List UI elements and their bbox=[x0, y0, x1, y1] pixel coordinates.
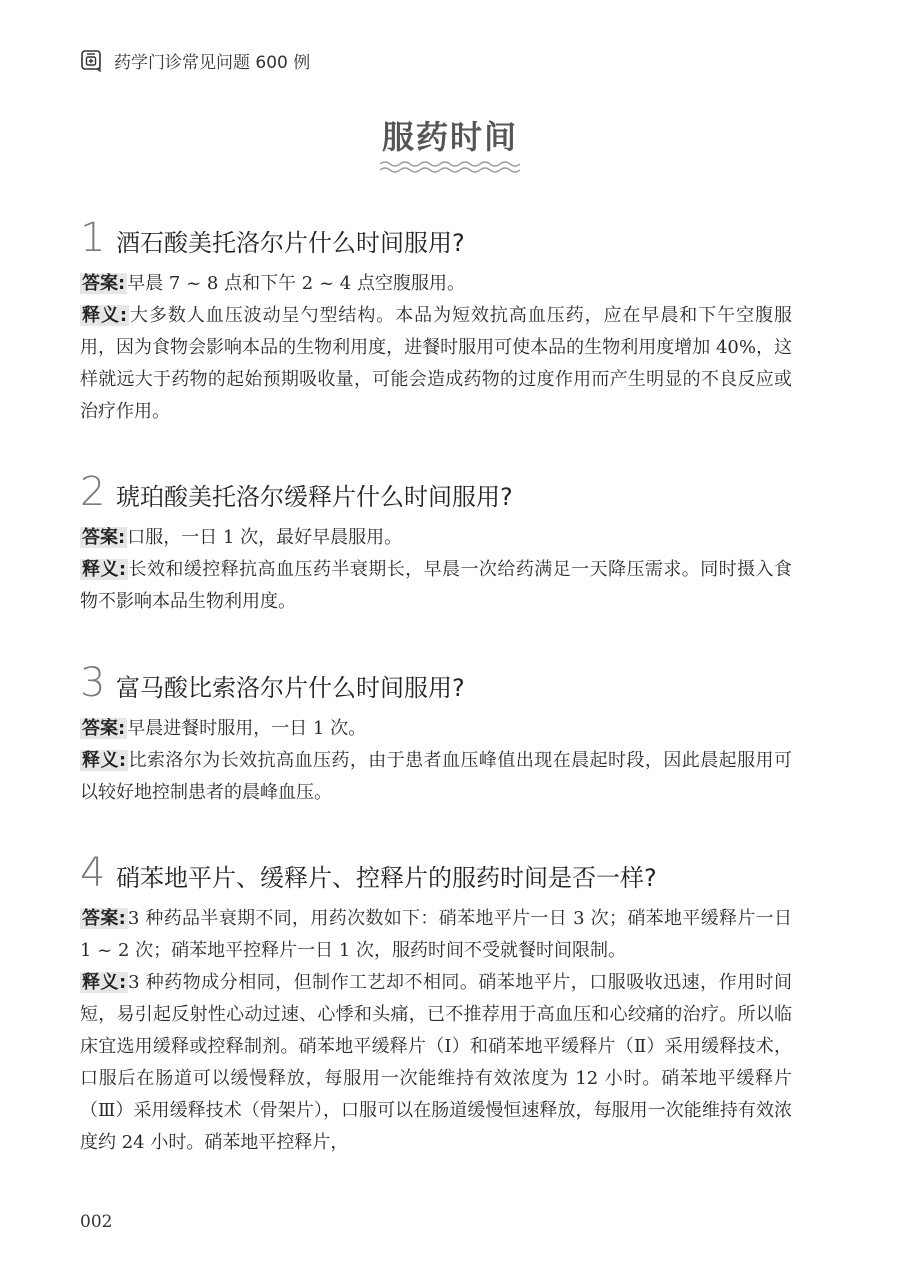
explanation-label: 释义: bbox=[82, 972, 127, 993]
page-number: 002 bbox=[80, 1212, 113, 1232]
page-title: 服药时间 bbox=[381, 118, 518, 156]
question-block bbox=[80, 469, 793, 618]
question-number: 3 bbox=[80, 660, 106, 706]
explanation-text: 大多数人血压波动呈勺型结构。本品为短效抗高血压药，应在早晨和下午空腹服用，因为食物会影响本品的生物利用度，进餐时服用可使本品的生物利用度增加 40%，这样就远大于药物的起始预期吸收量，可能会造成药物的过度作用而产生明显的不良反应或治疗作用。 bbox=[80, 305, 793, 422]
answer-label: 答案: bbox=[82, 908, 126, 929]
answer-paragraph bbox=[80, 903, 792, 967]
question-number: 1 bbox=[80, 215, 106, 261]
explanation-paragraph bbox=[80, 967, 792, 1159]
title-wave-underline bbox=[380, 160, 520, 174]
explanation-paragraph bbox=[80, 554, 792, 618]
answer-text: 早晨进餐时服用，一日 1 次。 bbox=[127, 718, 367, 739]
explanation-label: 释义: bbox=[82, 305, 128, 326]
question-title: 富马酸比索洛尔片什么时间服用? bbox=[116, 674, 465, 702]
question-number: 4 bbox=[80, 850, 106, 896]
explanation-label: 释义: bbox=[82, 750, 127, 771]
book-title: 药学门诊常见问题 600 例 bbox=[114, 52, 311, 73]
question-title: 硝苯地平片、缓释片、控释片的服药时间是否一样? bbox=[116, 864, 657, 892]
answer-label: 答案: bbox=[82, 273, 126, 294]
explanation-text: 长效和缓控释抗高血压药半衰期长，早晨一次给药满足一天降压需求。同时摄入食物不影响本品生物利用度。 bbox=[80, 559, 793, 612]
question-block bbox=[80, 215, 793, 428]
answer-text: 口服，一日 1 次，最好早晨服用。 bbox=[127, 527, 403, 548]
question-number: 2 bbox=[80, 469, 106, 515]
answer-label: 答案: bbox=[82, 527, 126, 548]
answer-paragraph bbox=[80, 522, 792, 554]
explanation-text: 比索洛尔为长效抗高血压药，由于患者血压峰值出现在晨起时段，因此晨起服用可以较好地控制患者的晨峰血压。 bbox=[80, 750, 793, 803]
answer-paragraph bbox=[80, 268, 792, 300]
explanation-paragraph bbox=[80, 300, 792, 428]
running-header bbox=[80, 46, 310, 74]
medicine-book-icon bbox=[80, 48, 104, 72]
answer-text: 早晨 7 ~ 8 点和下午 2 ~ 4 点空腹服用。 bbox=[127, 273, 465, 294]
explanation-label: 释义: bbox=[82, 559, 127, 580]
question-block bbox=[80, 850, 792, 1159]
explanation-text: 3 种药物成分相同，但制作工艺却不相同。硝苯地平片，口服吸收迅速，作用时间短，易引起反射性心动过速、心悸和头痛，已不推荐用于高血压和心绞痛的治疗。所以临床宜选用缓释或控释制剂。硝苯地平缓释片（Ⅰ）和硝苯地平缓释片（Ⅱ）采用缓释技术，口服后在肠道可以缓慢释放，每服用一次能维持有效浓度为 12 小时。硝苯地平缓释片（Ⅲ）采用缓释技术（骨架片），口服可以在肠道缓慢恒速释放，每服用一次能维持有效浓度约 24 小时。硝苯地平控释片， bbox=[80, 972, 792, 1153]
question-title: 酒石酸美托洛尔片什么时间服用? bbox=[116, 229, 465, 257]
explanation-paragraph bbox=[80, 745, 792, 809]
answer-label: 答案: bbox=[82, 718, 126, 739]
question-title: 琥珀酸美托洛尔缓释片什么时间服用? bbox=[116, 483, 513, 511]
answer-paragraph bbox=[80, 713, 792, 745]
answer-text: 3 种药品半衰期不同，用药次数如下：硝苯地平片一日 3 次；硝苯地平缓释片一日 1 ~ 2 次；硝苯地平控释片一日 1 次，服药时间不受就餐时间限制。 bbox=[80, 908, 792, 961]
question-block bbox=[80, 660, 793, 809]
